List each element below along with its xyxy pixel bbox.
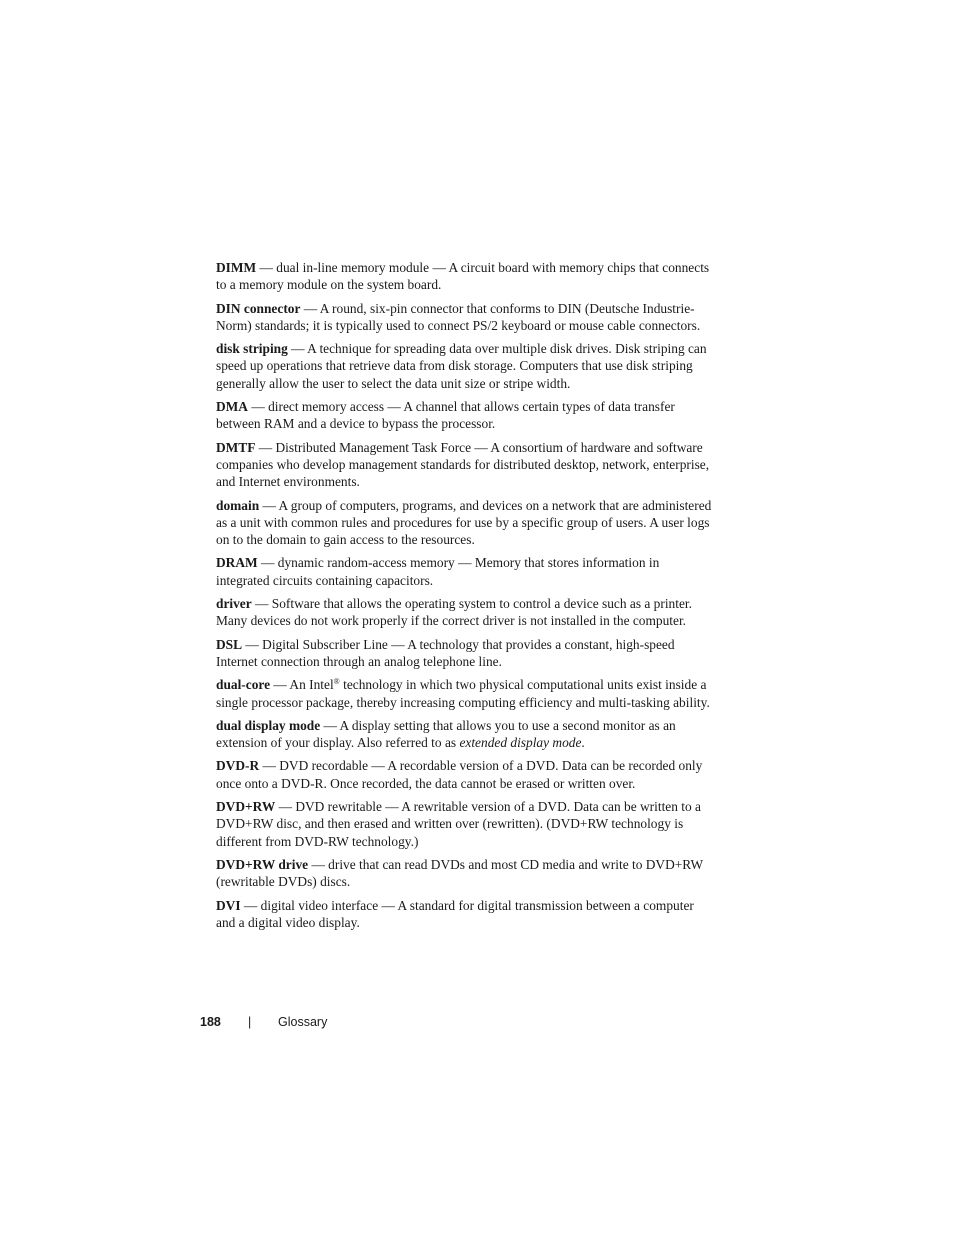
- glossary-term: disk striping: [216, 341, 288, 357]
- glossary-term: DVI: [216, 897, 241, 913]
- glossary-term: DMTF: [216, 439, 256, 455]
- glossary-entry-din-connector: [216, 300, 716, 335]
- glossary-term: DIN connector: [216, 300, 301, 316]
- glossary-definition: — digital video interface — A standard for digital transmission between a computer and a digital video display.: [216, 897, 694, 930]
- definition-text: technology in which two physical computational units exist inside a single processor package, thereby increasing computing efficiency and multi-tasking ability.: [216, 677, 710, 710]
- definition-text: — A display setting that allows you to use a second monitor as an extension of your display. Also referred to as: [216, 717, 676, 751]
- glossary-entry-dmtf: [216, 439, 716, 491]
- definition-italic-term: extended display mode: [459, 735, 582, 751]
- glossary-definition: — A technique for spreading data over multiple disk drives. Disk striping can speed up operations that retrieve data from disk storage. Computers that use disk striping generally allow the user to select the data unit size or stripe width.: [216, 341, 707, 391]
- glossary-term: DIMM: [216, 260, 257, 275]
- glossary-term: DSL: [216, 636, 243, 652]
- glossary-entry-dsl: [216, 636, 716, 671]
- glossary-entry-dvd-rw: [216, 798, 716, 850]
- glossary-definition: — A round, six-pin connector that conforms to DIN (Deutsche Industrie-Norm) standards; it is typically used to connect PS/2 keyboard or mouse cable connectors.: [216, 300, 701, 333]
- glossary-definition: — dual in-line memory module — A circuit board with memory chips that connects to a memory module on the system board.: [216, 260, 710, 293]
- glossary-definition: — A group of computers, programs, and devices on a network that are administered as a unit with common rules and procedures for use by a specific group of users. A user logs on to the domain to gain access to the resources.: [216, 497, 712, 548]
- glossary-definition: — direct memory access — A channel that allows certain types of data transfer between RAM and a device to bypass the processor.: [216, 399, 675, 432]
- glossary-entry-dvd-r: [216, 757, 716, 792]
- glossary-term: driver: [216, 596, 252, 612]
- footer-section-label: Glossary: [278, 1015, 328, 1029]
- glossary-entry-dram: [216, 554, 716, 589]
- glossary-definition: — Digital Subscriber Line — A technology that provides a constant, high-speed Internet connection through an analog telephone line.: [216, 636, 675, 669]
- glossary-term: DVD+RW drive: [216, 856, 309, 872]
- glossary-term: DMA: [216, 399, 248, 415]
- definition-text: .: [581, 735, 585, 751]
- glossary-content: [216, 259, 716, 937]
- glossary-entry-dvi: [216, 897, 716, 932]
- glossary-term: DVD+RW: [216, 799, 276, 815]
- glossary-entry-domain: [216, 497, 716, 549]
- glossary-definition: — DVD rewritable — A rewritable version of a DVD. Data can be written to a DVD+RW disc, and then erased and written over (rewritten). (DVD+RW technology is different from DVD-RW technology.): [216, 799, 701, 849]
- glossary-definition: — Distributed Management Task Force — A consortium of hardware and software companies who develop management standards for distributed desktop, network, enterprise, and Internet environments.: [216, 439, 710, 490]
- glossary-term: DVD-R: [216, 758, 260, 774]
- footer-separator: |: [248, 1015, 252, 1029]
- glossary-entry-dma: [216, 398, 716, 433]
- glossary-entry-disk-striping: [216, 340, 716, 392]
- glossary-term: dual display mode: [216, 717, 321, 733]
- glossary-term: domain: [216, 497, 260, 513]
- glossary-term: DRAM: [216, 555, 258, 571]
- page-number: 188: [200, 1015, 221, 1029]
- glossary-definition: — dynamic random-access memory — Memory that stores information in integrated circuits containing capacitors.: [216, 555, 660, 588]
- glossary-entry-dual-core: [216, 676, 716, 711]
- registered-mark: ®: [333, 677, 340, 687]
- glossary-definition: — drive that can read DVDs and most CD media and write to DVD+RW (rewritable DVDs) discs.: [216, 856, 703, 890]
- glossary-entry-dimm: [216, 259, 716, 294]
- glossary-term: dual-core: [216, 677, 271, 693]
- glossary-definition: — Software that allows the operating system to control a device such as a printer. Many devices do not work properly if the correct driver is not installed in the computer.: [216, 596, 692, 629]
- glossary-definition: [216, 677, 710, 709]
- glossary-definition: — DVD recordable — A recordable version of a DVD. Data can be recorded only once onto a DVD-R. Once recorded, the data cannot be erased or written over.: [216, 758, 703, 791]
- glossary-entry-driver: [216, 595, 716, 630]
- definition-text: — An Intel: [270, 677, 334, 693]
- glossary-entry-dual-display-mode: [216, 717, 716, 752]
- glossary-entry-dvd-rw-drive: [216, 856, 716, 891]
